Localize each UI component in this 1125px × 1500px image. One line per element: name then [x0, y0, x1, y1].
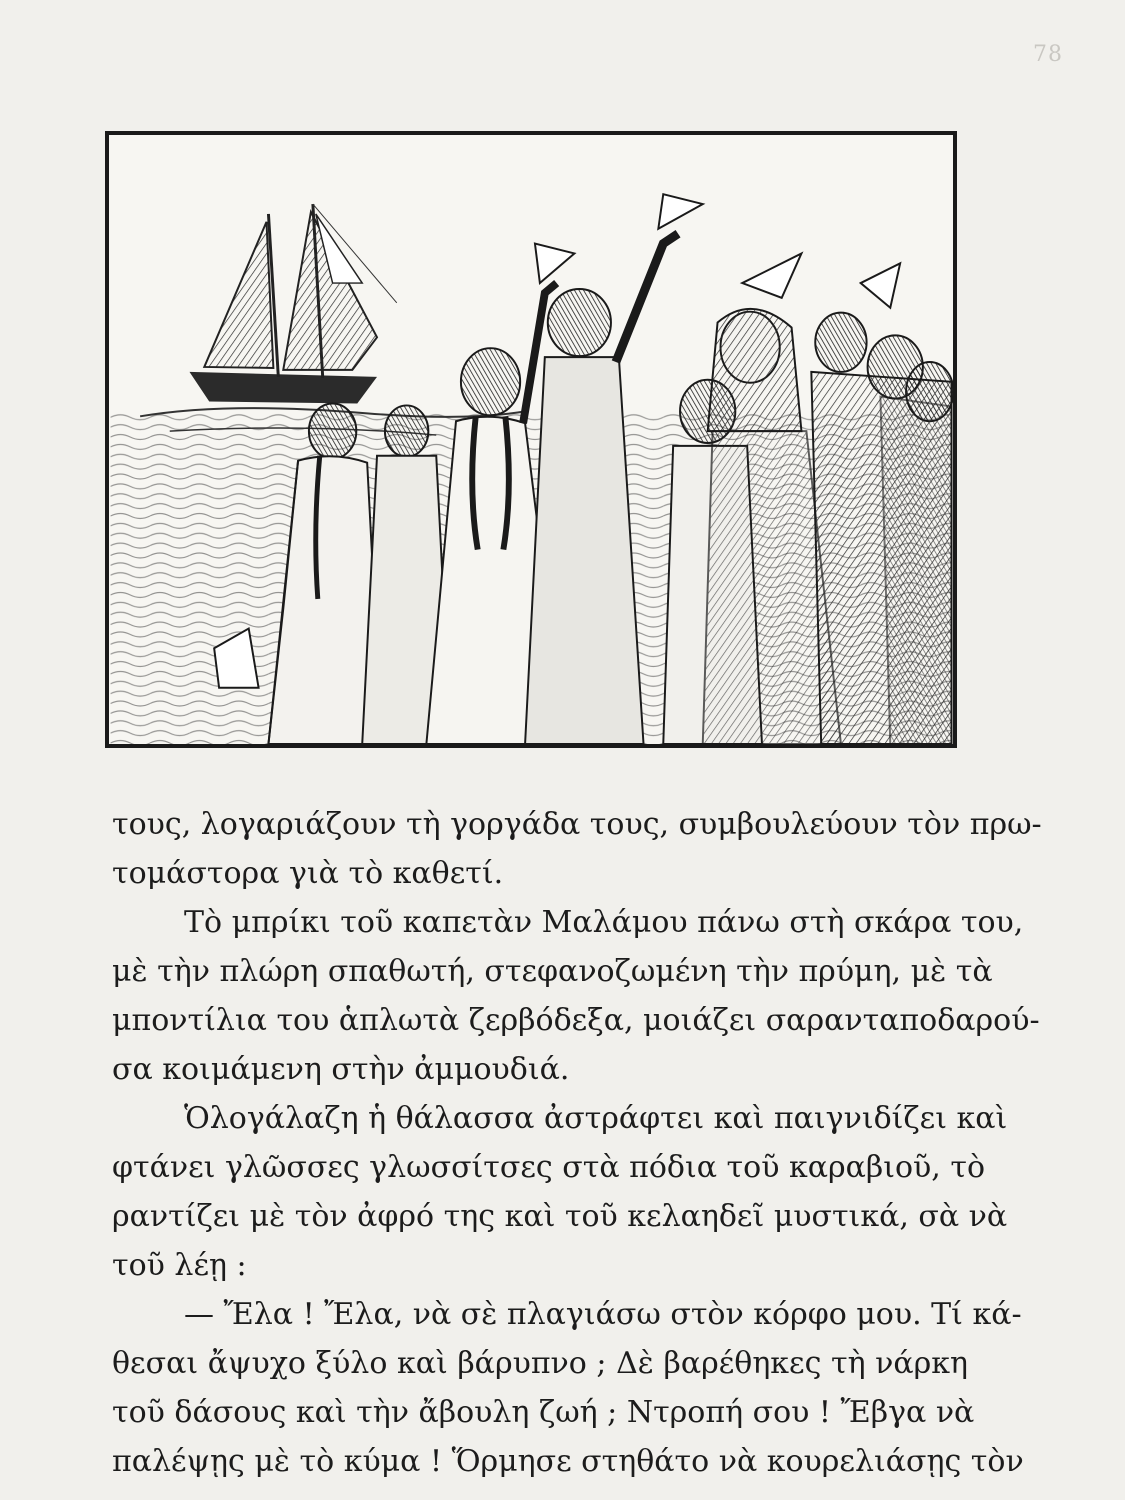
- engraving-boat-farewell-icon: [109, 135, 953, 744]
- text-line: τους, λογαριάζουν τὴ γοργάδα τους, συμβουλεύουν τὸν πρω-: [112, 807, 1042, 842]
- text-line: τομάστορα γιὰ τὸ καθετί.: [112, 856, 504, 891]
- text-line: ραντίζει μὲ τὸν ἀφρό της καὶ τοῦ κελαηδεῖ μυστικά, σὰ νὰ: [112, 1199, 1008, 1234]
- text-line: παλέψῃς μὲ τὸ κύμα ! Ὅρμησε στηθάτο νὰ κουρελιάσῃς τὸν: [112, 1444, 1024, 1479]
- illustration: [105, 131, 957, 748]
- text-line: μὲ τὴν πλώρη σπαθωτή, στεφανοζωμένη τὴν πρύμη, μὲ τὰ: [112, 954, 993, 989]
- text-line: σα κοιμάμενη στὴν ἀμμουδιά.: [112, 1052, 570, 1087]
- text-line: μποντίλια του ἁπλωτὰ ζερβόδεξα, μοιάζει σαρανταποδαρού-: [112, 1003, 1040, 1038]
- paragraph-2: [112, 898, 1040, 1094]
- body-text: [112, 800, 1042, 1486]
- text-line: φτάνει γλῶσσες γλωσσίτσες στὰ πόδια τοῦ καραβιοῦ, τὸ: [112, 1150, 986, 1185]
- text-line: — Ἔλα ! Ἔλα, νὰ σὲ πλαγιάσω στὸν κόρφο μου. Τί κά-: [184, 1297, 1022, 1332]
- paragraph-1: [112, 800, 1042, 898]
- text-line: τοῦ λέῃ :: [112, 1248, 247, 1283]
- text-line: τοῦ δάσους καὶ τὴν ἄβουλη ζωή ; Ντροπή σου ! Ἔβγα νὰ: [112, 1395, 975, 1430]
- paragraph-3: [112, 1094, 1008, 1290]
- text-line: Τὸ μπρίκι τοῦ καπετὰν Μαλάμου πάνω στὴ σκάρα του,: [184, 905, 1024, 940]
- text-line: Ὁλογάλαζη ἡ θάλασσα ἀστράφτει καὶ παιγνιδίζει καὶ: [184, 1101, 1008, 1136]
- text-line: θεσαι ἄψυχο ξύλο καὶ βάρυπνο ; Δὲ βαρέθηκες τὴ νάρκη: [112, 1346, 968, 1381]
- page-number: 78: [1033, 42, 1063, 67]
- paragraph-4: [112, 1290, 1024, 1486]
